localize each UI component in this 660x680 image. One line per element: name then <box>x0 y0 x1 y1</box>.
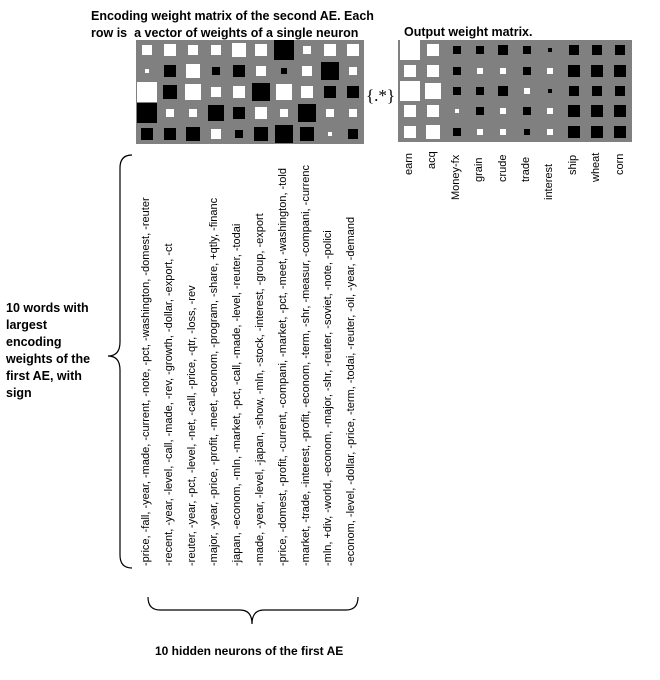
word-list-neuron-5: -japan, -econom, -mln, -market, -pct, -call, -made, -level, -reuter, -todai <box>231 223 244 566</box>
encoding-matrix-title: Encoding weight matrix of the second AE. Each row is a vector of weights of a single neuron <box>91 9 374 40</box>
category-label-ship: ship <box>566 155 579 176</box>
category-label-trade: trade <box>520 156 532 182</box>
left-brace-label: 10 words with largest encoding weights of the first AE, with sign <box>6 301 91 400</box>
word-list-neuron-3: -reuter, -year, -pct, -level, -net, -call, -price, -qtr, -loss, -rev <box>185 285 198 566</box>
word-list-neuron-6: -made, -year, -level, -japan, -show, -mln, -stock, -interest, -group, -export <box>254 213 266 566</box>
category-label-acq: acq <box>426 151 439 169</box>
word-list-neuron-2: -recent, -year, -level, -call, -made, -rev, -growth, -dollar, -export, -ct <box>162 243 175 566</box>
category-label-wheat: wheat <box>590 152 603 182</box>
left-curly-brace <box>108 155 132 568</box>
category-label-grain: grain <box>473 157 486 182</box>
category-label-crude: crude <box>496 153 509 182</box>
category-label-money-fx: Money-fx <box>449 155 462 201</box>
word-list-neuron-1: -price, -fall, -year, -made, -current, -note, -pct, -washington, -domest, -reuter <box>140 197 152 566</box>
category-label-earn: earn <box>403 153 415 176</box>
word-list-neuron-10: -econom, -level, -dollar, -price, -term, -todai, -reuter, -oil, -year, -demand <box>345 216 358 566</box>
word-list-neuron-8: -market, -trade, -interest, -profit, -econom, -term, -shr, -measur, -compani, -currenc <box>299 165 312 566</box>
bottom-brace-label: 10 hidden neurons of the first AE <box>155 644 344 658</box>
elementwise-operator: {.*} <box>366 86 396 105</box>
bottom-curly-brace <box>148 597 358 624</box>
word-list-neuron-4: -major, -year, -price, -profit, -meet, -econom, -program, -share, +qtly, -financ <box>208 197 221 566</box>
category-label-corn: corn <box>613 153 626 176</box>
output-matrix-title: Output weight matrix. <box>404 25 533 39</box>
category-label-interest: interest <box>543 164 556 201</box>
word-list-neuron-7: -price, -domest, -profit, -current, -compani, -market, -pct, -meet, -washington, -told <box>276 168 289 566</box>
word-list-neuron-9: -mln, +div, -world, -econom, -major, -shr, -reuter, -soviet, -note, -polici <box>322 230 335 566</box>
